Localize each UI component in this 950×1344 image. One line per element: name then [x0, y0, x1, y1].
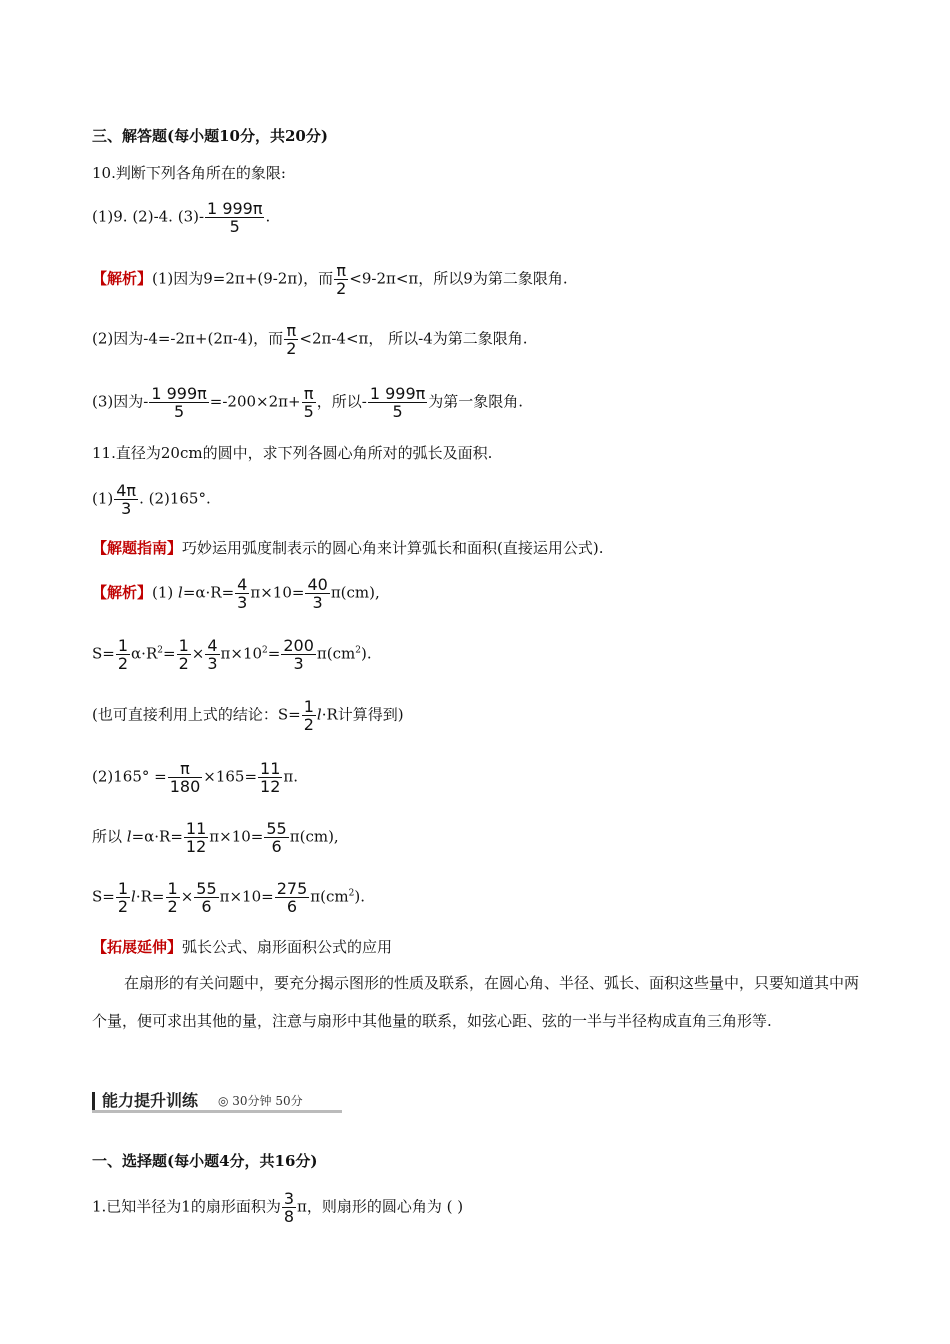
fraction: $\frac{275}{6}$	[276, 879, 308, 916]
text: (1)因为9=2π+(9-2π)，而	[152, 269, 334, 288]
text: S=	[92, 887, 115, 906]
q10-parts	[92, 200, 270, 235]
extension-paragraph: 在扇形的有关问题中，要充分揭示图形的性质及联系，在圆心角、半径、弧长、面积这些量中，只要知道其中两个量，便可求出其他的量，注意与扇形中其他量的联系，如弦心距、弦的一半与半径构成直角三角形等.	[92, 974, 860, 1030]
text: 所以	[92, 827, 127, 846]
fraction: $\frac{1}{2}$	[178, 636, 189, 673]
fraction: $\frac{1 999\pi}{5}$	[207, 199, 263, 236]
fraction: $\frac{1}{2}$	[117, 636, 129, 673]
text: α·R	[131, 644, 158, 663]
text: ×	[180, 887, 194, 906]
text: =	[267, 644, 281, 663]
fraction: $\frac{55}{6}$	[196, 879, 217, 916]
q11-note	[92, 698, 404, 733]
section-banner	[92, 1090, 342, 1112]
q11-stem: 11.直径为20cm的圆中，求下列各圆心角所对的弧长及面积.	[92, 444, 493, 462]
fraction: $\frac{11}{12}$	[260, 759, 281, 796]
var-l: l	[131, 887, 136, 906]
text: <2π-4<π， 所以-4为第二象限角.	[299, 329, 528, 348]
text: π.	[283, 767, 299, 786]
text: π×10=	[250, 583, 305, 602]
text: ·R计算得到)	[321, 705, 404, 724]
text: S=	[92, 644, 115, 663]
q11-solution-1	[92, 576, 380, 611]
fraction: $\frac{4}{3}$	[237, 575, 248, 612]
fraction: $\frac{\pi}{180}$	[169, 759, 201, 796]
text: (1)	[92, 489, 114, 508]
text: 弧长公式、扇形面积公式的应用	[182, 938, 393, 956]
text: π(cm),	[289, 827, 339, 846]
banner-meta: ◎ 30分钟 50分	[218, 1094, 303, 1108]
q11-solution-3	[92, 760, 298, 795]
var-l: l	[178, 583, 183, 602]
banner-title: 能力提升训练	[102, 1091, 199, 1110]
text: π(cm	[310, 887, 349, 906]
text: (1)9. (2)-4. (3)-	[92, 207, 205, 226]
extension-heading	[92, 937, 392, 957]
text: . (2)165°.	[139, 489, 211, 508]
q10-solution-2	[92, 322, 528, 357]
superscript: 2	[355, 645, 361, 656]
q11-solution-5	[92, 880, 365, 915]
section-3-header: 三、解答题(每小题10分，共20分)	[92, 127, 328, 145]
fraction: $\frac{3}{8}$	[283, 1189, 295, 1226]
solution-tag: 【解析】	[92, 269, 153, 288]
superscript: 2	[348, 888, 355, 899]
q11-solution-2	[92, 637, 372, 672]
guide-tag: 【解题指南】	[92, 539, 183, 557]
fraction: $\frac{4}{3}$	[207, 636, 218, 673]
superscript: 2	[262, 645, 268, 656]
fraction: $\frac{\pi}{2}$	[336, 261, 347, 298]
text: ，所以-	[316, 392, 367, 411]
q11-guide	[92, 538, 604, 558]
q10-solution-3	[92, 385, 523, 420]
text: =-200×2π+	[209, 392, 301, 411]
text: π，则扇形的圆心角为 ( )	[297, 1197, 464, 1216]
text: π(cm	[316, 644, 356, 663]
text: ).	[354, 887, 365, 906]
q11-parts	[92, 482, 211, 517]
q10-stem: 10.判断下列各角所在的象限:	[92, 164, 286, 182]
text: π×10	[220, 644, 263, 663]
q10-solution-1	[92, 262, 568, 297]
text: π×10=	[209, 827, 264, 846]
q11-solution-4	[92, 820, 339, 855]
text: <9-2π<π，所以9为第二象限角.	[349, 269, 568, 288]
fraction: $\frac{4\pi}{3}$	[116, 481, 137, 518]
text: (2)因为-4=-2π+(2π-4)，而	[92, 329, 284, 348]
fraction: $\frac{1 999\pi}{5}$	[369, 384, 426, 421]
text: =α·R=	[131, 827, 183, 846]
banner-bar	[92, 1092, 95, 1110]
text: (也可直接利用上式的结论：S=	[92, 705, 301, 724]
fraction: $\frac{\pi}{5}$	[303, 384, 314, 421]
text: 巧妙运用弧度制表示的圆心角来计算弧长和面积(直接运用公式).	[182, 539, 604, 557]
fraction: $\frac{\pi}{2}$	[286, 321, 297, 358]
text: =α·R=	[182, 583, 235, 602]
text: .	[265, 207, 271, 226]
solution-tag: 【解析】	[92, 583, 153, 602]
fraction: $\frac{1 999\pi}{5}$	[151, 384, 207, 421]
fraction: $\frac{1}{2}$	[167, 879, 178, 916]
extension-tag: 【拓展延伸】	[92, 938, 183, 956]
fraction: $\frac{200}{3}$	[283, 636, 314, 673]
text: ·R=	[135, 887, 165, 906]
text: ×	[191, 644, 205, 663]
fraction: $\frac{1}{2}$	[117, 879, 129, 916]
text: π×10=	[219, 887, 274, 906]
var-l: l	[316, 705, 322, 724]
text: =	[162, 644, 176, 663]
q1-stem	[92, 1190, 463, 1225]
text: ×165=	[203, 767, 258, 786]
banner-shadow	[92, 1110, 342, 1113]
fraction: $\frac{55}{6}$	[266, 819, 287, 856]
fraction: $\frac{1}{2}$	[303, 697, 314, 734]
text: 1.已知半径为1的扇形面积为	[92, 1197, 281, 1216]
superscript: 2	[157, 645, 163, 656]
fraction: $\frac{40}{3}$	[307, 575, 328, 612]
var-l: l	[126, 827, 132, 846]
section-1-header: 一、选择题(每小题4分，共16分)	[92, 1152, 318, 1170]
text: (3)因为-	[92, 392, 149, 411]
text: π(cm),	[330, 583, 380, 602]
text: ).	[360, 644, 372, 663]
text: (2)165° =	[92, 767, 167, 786]
fraction: $\frac{11}{12}$	[185, 819, 207, 856]
text: (1)	[152, 583, 179, 602]
text: 为第一象限角.	[428, 392, 524, 411]
